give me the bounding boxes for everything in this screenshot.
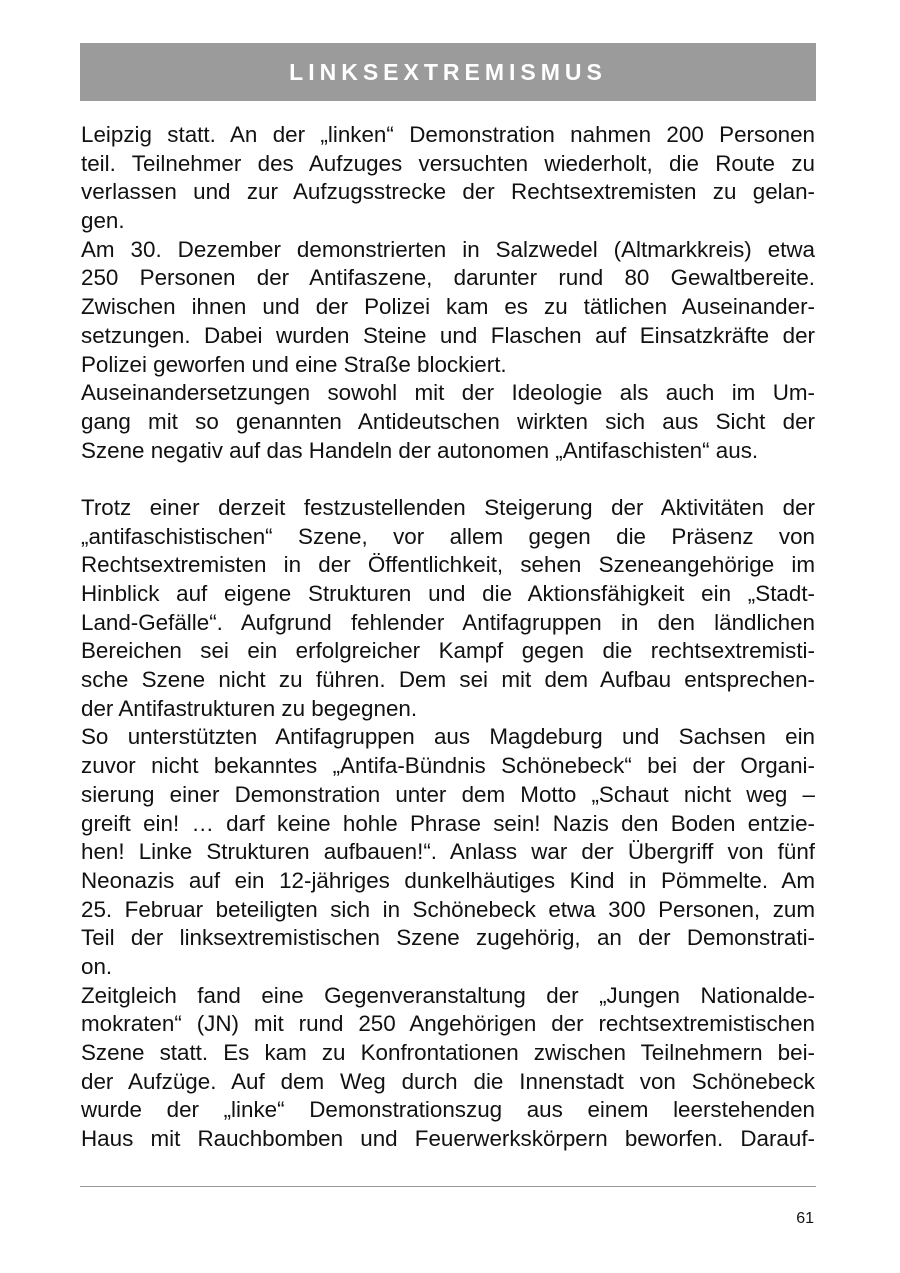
text-line: Rechtsextremisten in der Öffentlichkeit, sehen Szeneangehörige im — [81, 552, 815, 578]
text-line: Teil der linksextremistischen Szene zugehörig, an der Demonstrati- — [81, 925, 815, 951]
text-line: Szene statt. Es kam zu Konfrontationen zwischen Teilnehmern bei- — [81, 1040, 815, 1065]
text-line: Trotz einer derzeit festzustellenden Steigerung der Aktivitäten der — [81, 494, 815, 520]
page-number: 61 — [796, 1210, 814, 1227]
text-line: hen! Linke Strukturen aufbauen!“. Anlass war der Übergriff von fünf — [81, 839, 815, 865]
text-line: der Aufzüge. Auf dem Weg durch die Innenstadt von Schönebeck — [81, 1068, 815, 1094]
text-line: wurde der „linke“ Demonstrationszug aus einem leerstehenden — [81, 1097, 815, 1123]
section-title: LINKSEXTREMISMUS — [289, 58, 607, 85]
text-line: Am 30. Dezember demonstrierten in Salzwedel (Altmarkkreis) etwa — [81, 236, 815, 262]
text-line: zuvor nicht bekanntes „Antifa-Bündnis Schönebeck“ bei der Organi- — [81, 753, 815, 779]
footer-divider — [80, 1186, 816, 1187]
paragraph — [81, 379, 815, 465]
paragraph — [81, 982, 815, 1154]
text-line: Hinblick auf eigene Strukturen und die Aktionsfähigkeit ein „Stadt- — [81, 581, 815, 606]
text-line: teil. Teilnehmer des Aufzuges versuchten wiederholt, die Route zu — [81, 150, 815, 176]
text-line: Auseinandersetzungen sowohl mit der Ideologie als auch im Um- — [81, 380, 815, 406]
text-line: Haus mit Rauchbomben und Feuerwerkskörpern beworfen. Darauf- — [81, 1126, 815, 1152]
paragraph — [81, 236, 815, 379]
text-line: greift ein! … darf keine hohle Phrase sein! Nazis den Boden entzie- — [81, 810, 815, 836]
text-line: Polizei geworfen und eine Straße blockiert. — [81, 351, 507, 377]
text-line: 25. Februar beteiligten sich in Schönebeck etwa 300 Personen, zum — [81, 896, 815, 922]
text-line: der Antifastrukturen zu begegnen. — [81, 695, 418, 721]
text-line: Bereichen sei ein erfolgreicher Kampf gegen die rechtsextremisti- — [81, 638, 815, 664]
text-line: sierung einer Demonstration unter dem Motto „Schaut nicht weg – — [81, 781, 815, 807]
text-line: Leipzig statt. An der „linken“ Demonstration nahmen 200 Personen — [81, 122, 815, 147]
text-line: Neonazis auf ein 12-jähriges dunkelhäutiges Kind in Pömmelte. Am — [81, 867, 815, 893]
text-line: Land-Gefälle“. Aufgrund fehlender Antifagruppen in den ländlichen — [81, 609, 815, 635]
paragraph — [81, 723, 815, 981]
text-line: verlassen und zur Aufzugsstrecke der Rechtsextremisten zu gelan- — [81, 179, 815, 205]
text-line: „antifaschistischen“ Szene, vor allem gegen die Präsenz von — [81, 523, 815, 549]
text-line: Szene negativ auf das Handeln der autonomen „Antifaschisten“ aus. — [81, 437, 759, 463]
text-line: 250 Personen der Antifaszene, darunter rund 80 Gewaltbereite. — [81, 265, 815, 291]
text-line: Zwischen ihnen und der Polizei kam es zu tätlichen Auseinander- — [81, 294, 815, 320]
body-text — [81, 121, 815, 1154]
text-line: sche Szene nicht zu führen. Dem sei mit dem Aufbau entsprechen- — [81, 667, 815, 693]
paragraph-spacer — [81, 465, 815, 494]
section-header — [80, 43, 816, 101]
text-line: mokraten“ (JN) mit rund 250 Angehörigen der rechtsextremistischen — [81, 1011, 815, 1037]
text-line: setzungen. Dabei wurden Steine und Flaschen auf Einsatzkräfte der — [81, 322, 815, 348]
text-line: So unterstützten Antifagruppen aus Magdeburg und Sachsen ein — [81, 724, 815, 750]
text-line: Zeitgleich fand eine Gegenveranstaltung der „Jungen Nationalde- — [81, 982, 815, 1008]
paragraph — [81, 121, 815, 236]
paragraph — [81, 494, 815, 724]
text-line: on. — [81, 953, 113, 979]
text-line: gang mit so genannten Antideutschen wirkten sich aus Sicht der — [81, 408, 815, 434]
text-line: gen. — [81, 208, 125, 234]
